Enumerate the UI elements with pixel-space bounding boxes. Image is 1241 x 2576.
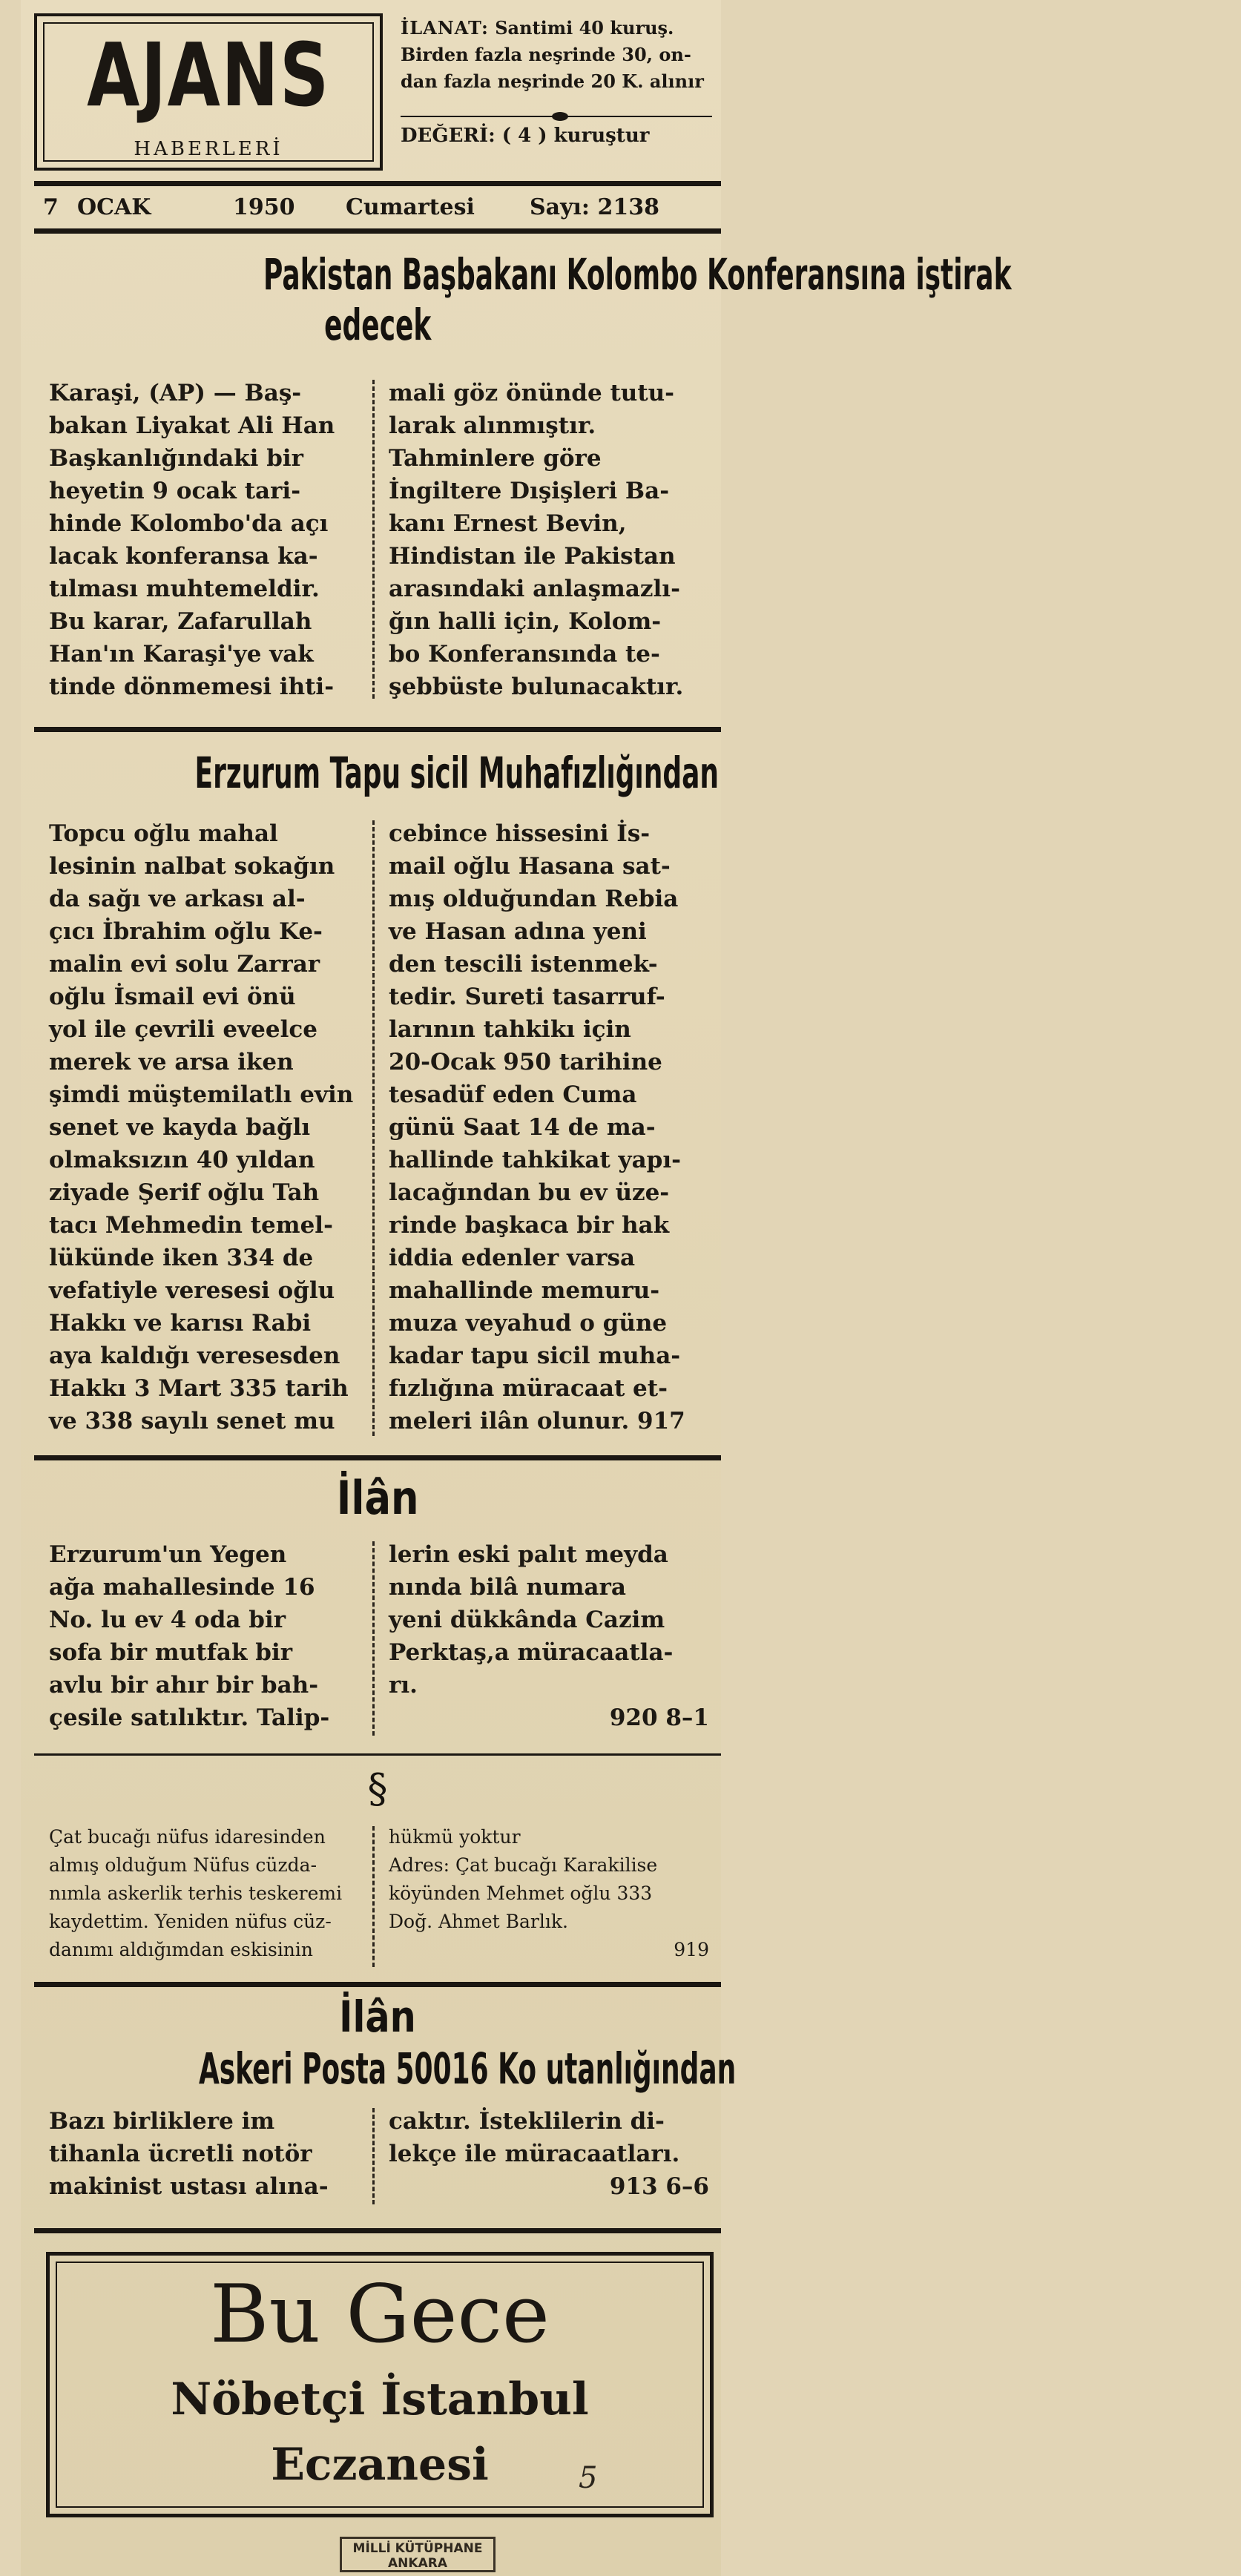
text-line: larının tahkikı için [389,1016,631,1043]
date-day: 7 [43,194,59,220]
ilanat-line-3: dan fazla neşrinde 20 K. alınır [401,70,704,92]
text-line: ve 338 sayılı senet mu [49,1408,335,1434]
price: DEĞERİ: ( 4 ) kuruştur [401,125,650,147]
masthead-rule [34,181,721,186]
article3-right-column [389,1538,709,1734]
article2-left-column [49,817,361,1437]
text-line: oğlu İsmail evi önü [49,984,296,1010]
text-line: Perktaş,a müracaatla- [389,1639,674,1666]
column-divider [372,820,375,1436]
text-line: sofa bir mutfak bir [49,1639,293,1666]
ilanat-label: İLANAT: [401,17,489,39]
text-line: ağa mahallesinde 16 [49,1574,315,1601]
newspaper-page [21,0,1012,2576]
library-stamp [340,2537,496,2572]
article-rule [34,1753,721,1756]
article4-left-column [49,1823,361,1964]
article2-right-column [389,817,709,1437]
date-year: 1950 [233,194,295,220]
text-line: ziyade Şerif oğlu Tah [49,1179,320,1206]
column-divider [372,1826,375,1967]
article-rule [34,1455,721,1460]
text-line: meleri ilân olunur. 917 [389,1408,685,1434]
logo-box [34,13,383,171]
text-line: muza veyahud o güne [389,1310,668,1337]
text-line: rı. [389,1672,418,1699]
text-line: cebince hissesini İs- [389,820,651,847]
column-divider [372,2108,375,2204]
newspaper-subtitle: HABERLERİ [134,138,283,160]
advert-line-2: Nöbetçi İstanbul [171,2374,589,2425]
text-line: şimdi müştemilatlı evin [49,1081,354,1108]
text-line: Tahminlere göre [389,445,602,472]
dateline [34,190,721,225]
text-line: nında bilâ numara [389,1574,626,1601]
text-line: da sağı ve arkası al- [49,886,306,912]
article5-headline: İlân Askeri Posta 50016 Ko utanlığından [198,1992,737,2094]
text-line: ve Hasan adına yeni [389,918,647,945]
article-rule [34,1982,721,1987]
library-stamp-line-2: ANKARA [388,2556,447,2571]
article-rule [34,2228,721,2233]
text-line: 920 8–1 [609,1704,709,1731]
text-line: 20-Ocak 950 tarihine [389,1049,662,1075]
handwritten-note: 5 [579,2461,598,2495]
text-line: lükünde iken 334 de [49,1245,314,1271]
text-line: bo Konferansında te- [389,641,660,668]
text-line: şebbüste bulunacaktır. [389,673,684,700]
text-line: mahallinde memuru- [389,1277,660,1304]
article3-headline: İlân [336,1471,419,1525]
text-line: larak alınmıştır. [389,412,596,439]
text-line: hinde Kolombo'da açı [49,510,329,537]
text-line: Adres: Çat bucağı Karakilise [389,1854,658,1876]
section-symbol: § [367,1765,388,1812]
text-line: avlu bir ahır bir bah- [49,1672,319,1699]
text-line: tılması muhtemeldir. [49,576,320,602]
text-line: vefatiyle veresesi oğlu [49,1277,335,1304]
text-line: lacağından bu ev üze- [389,1179,670,1206]
column-divider [372,1541,375,1736]
text-line: Bazı birliklere im [49,2108,275,2135]
text-line: fızlığına müracaat et- [389,1375,668,1402]
text-line: ğın halli için, Kolom- [389,608,662,635]
text-line: lerin eski palıt meyda [389,1541,668,1568]
article1-right-column [389,377,709,703]
text-line: yeni dükkânda Cazim [389,1607,665,1633]
text-line: hükmü yoktur [389,1826,521,1848]
text-line: olmaksızın 40 yıldan [49,1147,315,1173]
text-line: çıcı İbrahim oğlu Ke- [49,918,323,945]
text-line: aya kaldığı veresesden [49,1343,340,1369]
text-line: mış olduğundan Rebia [389,886,679,912]
text-line: Başkanlığındaki bir [49,445,303,472]
text-line: senet ve kayda bağlı [49,1114,311,1141]
price-rule-ornament [552,112,568,121]
text-line: mail oğlu Hasana sat- [389,853,671,880]
text-line: tacı Mehmedin temel- [49,1212,333,1239]
article5-left-column [49,2105,361,2203]
text-line: lesinin nalbat sokağın [49,853,335,880]
text-line: nımla askerlik terhis teskeremi [49,1882,343,1904]
text-line: köyünden Mehmet oğlu 333 [389,1882,653,1904]
text-line: Hindistan ile Pakistan [389,543,676,570]
text-line: günü Saat 14 de ma- [389,1114,656,1141]
text-line: Bu karar, Zafarullah [49,608,312,635]
text-line: Doğ. Ahmet Barlık. [389,1911,568,1932]
text-line: danımı aldığımdan eskisinin [49,1939,314,1960]
text-line: kanı Ernest Bevin, [389,510,627,537]
text-line: Karaşi, (AP) — Baş- [49,380,302,406]
text-line: merek ve arsa iken [49,1049,294,1075]
article1-left-column [49,377,361,703]
text-line: Han'ın Karaşi'ye vak [49,641,314,668]
advert-line-1: Bu Gece [210,2268,550,2361]
text-line: Erzurum'un Yegen [49,1541,287,1568]
text-line: iddia edenler varsa [389,1245,636,1271]
text-line: yol ile çevrili eveelce [49,1016,317,1043]
text-line: Çat bucağı nüfus idaresinden [49,1826,326,1848]
text-line: tihanla ücretli notör [49,2141,312,2167]
library-stamp-line-1: MİLLİ KÜTÜPHANE [352,2541,483,2556]
advert-line-3: Eczanesi [271,2439,489,2491]
article3-left-column [49,1538,361,1734]
text-line: No. lu ev 4 oda bir [49,1607,286,1633]
text-line: 919 [674,1939,709,1960]
advert-rates [401,15,721,95]
text-line: makinist ustası alına- [49,2173,329,2200]
text-line: kadar tapu sicil muha- [389,1343,681,1369]
text-line: mali göz önünde tutu- [389,380,675,406]
text-line: tesadüf eden Cuma [389,1081,637,1108]
text-line: lekçe ile müracaatları. [389,2141,680,2167]
text-line: heyetin 9 ocak tari- [49,478,301,504]
text-line: Hakkı ve karısı Rabi [49,1310,312,1337]
dateline-rule [34,228,721,234]
text-line: kaydettim. Yeniden nüfus cüz- [49,1911,332,1932]
text-line: Hakkı 3 Mart 335 tarih [49,1375,349,1402]
date-month: OCAK [77,194,151,220]
masthead [21,0,721,185]
article1-headline: Pakistan Başbakanı Kolombo Konferansına iştirak edecek [263,249,1012,350]
text-line: Topcu oğlu mahal [49,820,278,847]
ilanat-line-2: Birden fazla neşrinde 30, on- [401,44,691,65]
ilanat-line-1: Santimi 40 kuruş. [495,17,674,39]
text-line: den tescili istenmek- [389,951,658,978]
text-line: tinde dönmemesi ihti- [49,673,335,700]
text-line: malin evi solu Zarrar [49,951,320,978]
newspaper-title: AJANS [87,24,330,126]
text-line: arasındaki anlaşmazlı- [389,576,680,602]
column-divider [372,380,375,699]
article4-right-column [389,1823,709,1964]
article2-headline: Erzurum Tapu sicil Muhafızlığından [194,748,719,798]
date-weekday: Cumartesi [346,194,475,220]
article5-right-column [389,2105,709,2203]
text-line: çesile satılıktır. Talip- [49,1704,330,1731]
text-line: bakan Liyakat Ali Han [49,412,335,439]
text-line: almış olduğum Nüfus cüzda- [49,1854,317,1876]
pharmacy-advert [46,2252,714,2517]
article-rule [34,727,721,732]
text-line: 913 6–6 [609,2173,709,2200]
issue-number: Sayı: 2138 [530,194,659,220]
text-line: tedir. Sureti tasarruf- [389,984,665,1010]
text-line: caktır. İsteklilerin di- [389,2108,665,2135]
text-line: hallinde tahkikat yapı- [389,1147,681,1173]
text-line: lacak konferansa ka- [49,543,318,570]
text-line: İngiltere Dışişleri Ba- [389,478,670,504]
text-line: rinde başkaca bir hak [389,1212,670,1239]
